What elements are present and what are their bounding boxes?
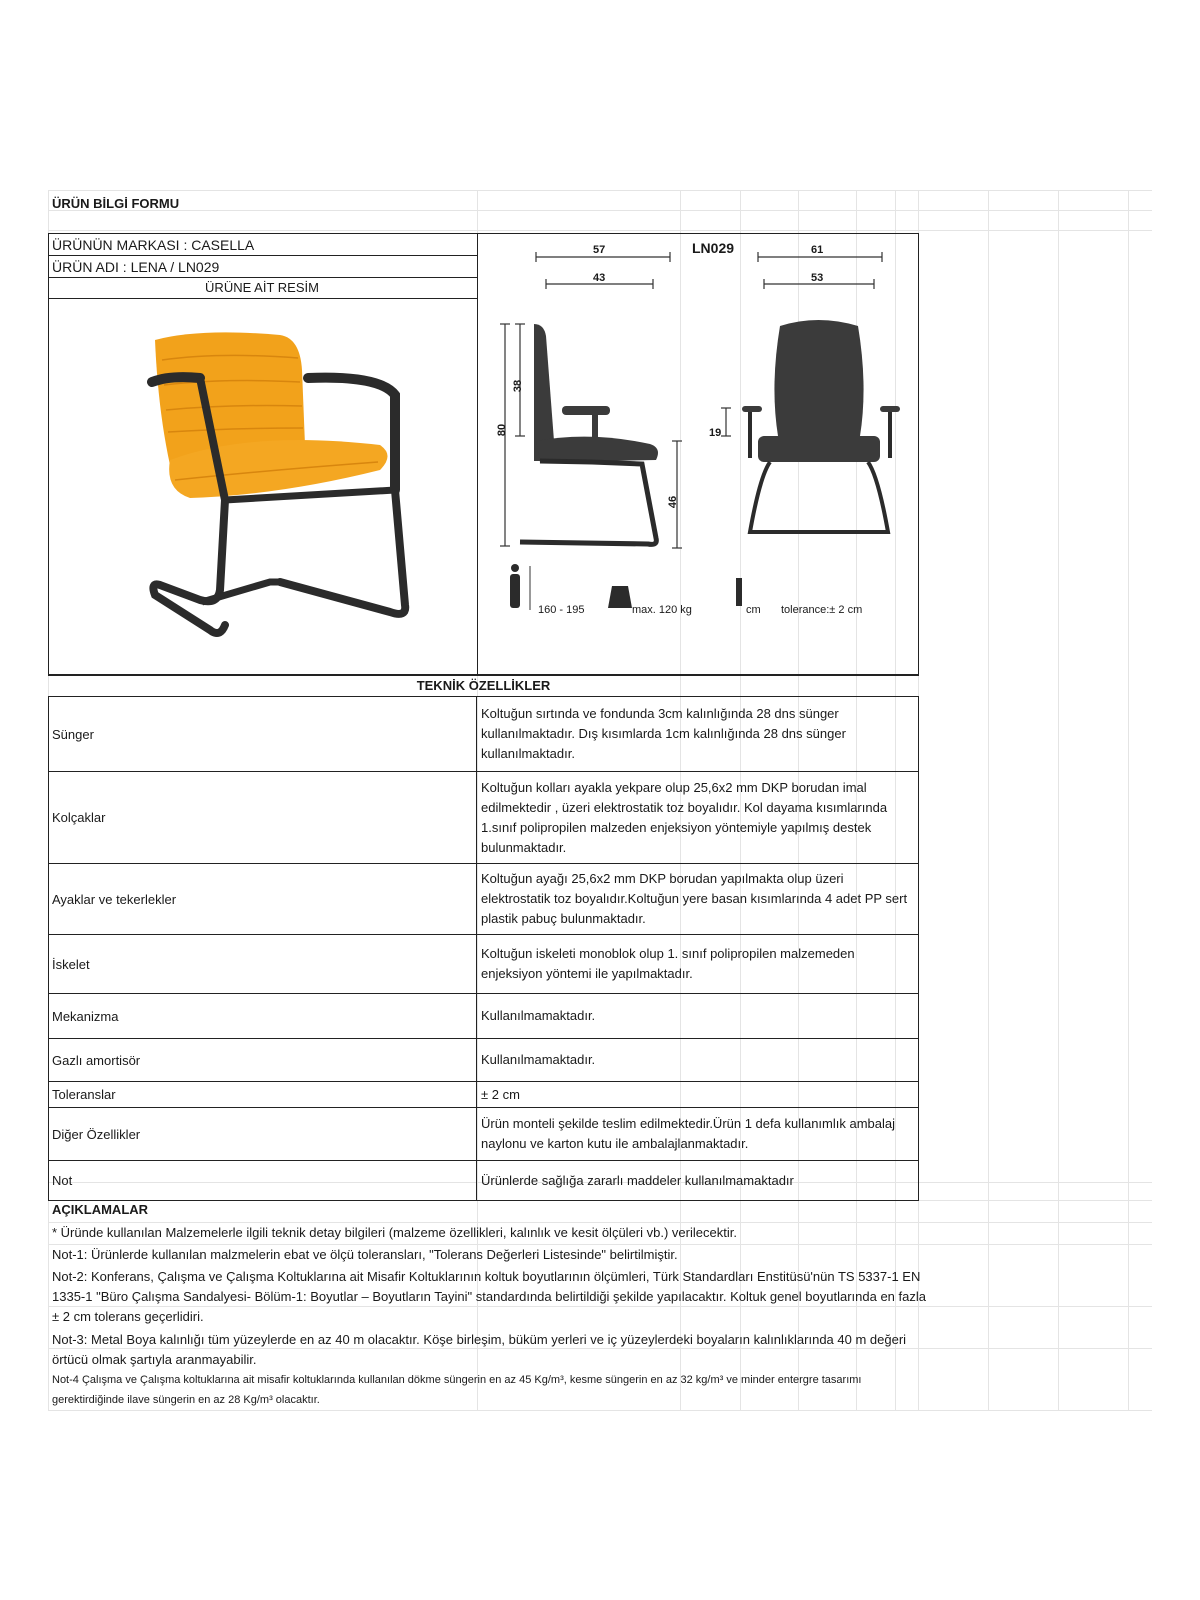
model-code: LN029 [692,240,735,256]
spec-value: Kullanılmamaktadır. [481,1008,596,1023]
spec-label: Ayaklar ve tekerlekler [49,864,477,934]
spec-row [48,771,919,864]
spec-label: Gazlı amortisör [49,1039,477,1081]
dim-top-left-inner: 43 [593,272,606,284]
spec-label: Not [49,1161,477,1200]
spec-value: Koltuğun sırtında ve fondunda 3cm kalınlığında 28 dns sünger kullanılmaktadır. Dış kısımlarda 1cm kalınlığında 28 dns sünger kullanılmaktadır. [481,706,846,761]
dim-total-height: 80 [496,423,509,437]
max-weight: max. 120 kg [632,604,692,616]
spec-value: Kullanılmamaktadır. [481,1052,596,1067]
image-caption: ÜRÜNE AİT RESİM [205,280,319,295]
spec-row [48,863,919,935]
spec-row [48,993,919,1039]
dim-top-right-inner: 53 [811,272,824,284]
spec-row [48,1107,919,1161]
dim-arm-height: 19 [709,427,722,439]
spec-row [48,1038,919,1082]
spec-label: Toleranslar [49,1082,477,1107]
spec-row [48,1081,919,1108]
spec-value: Koltuğun ayağı 25,6x2 mm DKP borudan yapılmakta olup üzeri elektrostatik toz boyalıdır.Koltuğun yere basan kısımlarında 4 adet PP sert plastik pabuç bulunmaktadır. [481,871,908,926]
product-photo [130,320,430,660]
tolerance-label: tolerance:± 2 cm [781,604,863,616]
tech-heading: TEKNİK ÖZELLİKLER [416,678,551,693]
dim-top-right-outer: 61 [811,244,824,256]
spec-label: Diğer Özellikler [49,1108,477,1160]
note-1: Not-1: Ürünlerde kullanılan malzmelerin ebat ve ölçü toleransları, "Tolerans Değerleri Listesinde" belirtilmiştir. [52,1247,678,1262]
dim-seat-height: 46 [667,495,680,509]
dim-back-height: 38 [512,379,525,393]
spec-row [48,934,919,994]
dim-top-left-outer: 57 [593,244,606,256]
spec-label: İskelet [49,935,477,993]
unit-label: cm [746,604,761,616]
spec-row [48,696,919,772]
notes-heading: AÇIKLAMALAR [52,1202,149,1217]
note-star: * Üründe kullanılan Malzemelerle ilgili teknik detay bilgileri (malzeme özellikleri, kalınlık ve kesit ölçüleri vb.) verilecektir. [52,1225,737,1240]
product-name-line: ÜRÜN ADI : LENA / LN029 [52,258,220,275]
spec-row [48,1160,919,1201]
spec-value: Ürünlerde sağlığa zararlı maddeler kullanılmamaktadır [481,1172,794,1188]
spec-value: Koltuğun kolları ayakla yekpare olup 25,6x2 mm DKP borudan imal edilmektedir , üzeri elektrostatik toz boyalıdır. Kol dayama kısımlarında 1.sınıf polipropilen malzeden enjeksiyon yöntemiyle yapılmış destek bulunmaktadır. [481,779,888,855]
spec-value: ± 2 cm [481,1086,520,1102]
kg-badge: kg [611,609,620,618]
note-4: Not-4 Çalışma ve Çalışma koltuklarına ait misafir koltuklarında kullanılan dökme süngerin en az 45 Kg/m³, kesme süngerin en az 32 kg/m³ ve minder entergre tasarımı gerektirdiğinde ilave süngerin en az 28 Kg/m³ olacaktır. [52,1374,862,1406]
form-title: ÜRÜN BİLGİ FORMU [52,196,180,211]
brand-line: ÜRÜNÜN MARKASI : CASELLA [52,236,255,253]
spec-label: Sünger [49,697,477,771]
spec-value: Ürün monteli şekilde teslim edilmektedir.Ürün 1 defa kullanımlık ambalaj naylonu ve karton kutu ile ambalajlanmaktadır. [481,1116,896,1151]
spec-value: Koltuğun iskeleti monoblok olup 1. sınıf polipropilen malzemeden enjeksiyon yöntemi ile yapılmaktadır. [481,946,855,981]
spec-label: Kolçaklar [49,772,477,863]
spec-label: Mekanizma [49,994,477,1038]
note-3: Not-3: Metal Boya kalınlığı tüm yüzeylerde en az 40 m olacaktır. Köşe birleşim, büküm yerleri ve iç yüzeylerdeki boyaların kalınlıklarında 40 m değeri örtücü olmak şartıyla aranmayabilir. [52,1332,907,1367]
user-height: 160 - 195 [538,604,585,616]
note-2: Not-2: Konferans, Çalışma ve Çalışma Koltuklarına ait Misafir Koltuklarının koltuk boyutlarının ölçümleri, Türk Standardları Enstitüsü'nün TS 5337-1 EN 1335-1 "Büro Çalışma Sandalyesi- Bölüm-1: Boyutlar – Boyutların Tayini" standardında belirtildiği şekilde yapılacaktır. Koltuk genel boyutlarında en fazla ± 2 cm tolerans geçerlidiri. [52,1269,926,1324]
